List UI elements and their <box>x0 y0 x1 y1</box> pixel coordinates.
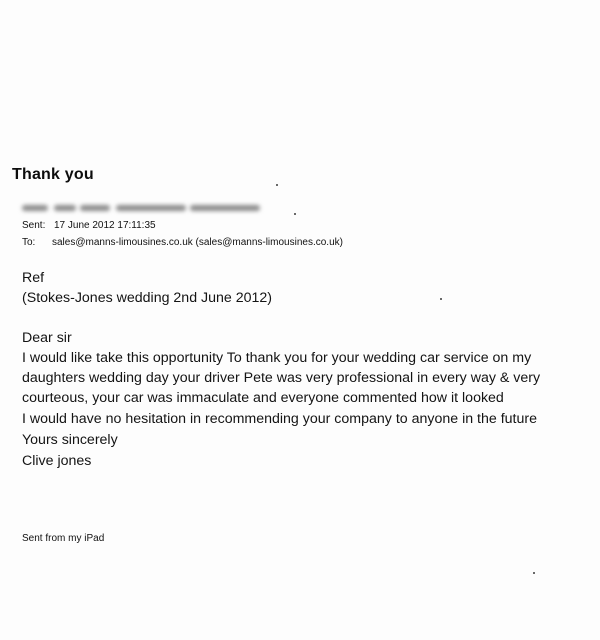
to-label: To: <box>22 237 36 248</box>
body-line-3: courteous, your car was immaculate and everyone commented how it looked <box>22 390 504 406</box>
scan-speck <box>276 184 278 186</box>
email-sent-row <box>22 220 156 231</box>
signature: Clive jones <box>22 453 92 469</box>
scan-speck <box>294 213 296 215</box>
ref-heading: Ref <box>22 270 45 286</box>
sent-label: Sent: <box>22 220 46 231</box>
email-subject: Thank you <box>12 166 94 183</box>
scan-speck <box>533 572 535 574</box>
to-value: sales@manns-limousines.co.uk (sales@manns-limousines.co.uk) <box>52 237 343 248</box>
greeting: Dear sir <box>22 330 72 346</box>
scan-speck <box>440 298 442 300</box>
sent-value: 17 June 2012 17:11:35 <box>54 220 156 231</box>
redacted-from-line <box>22 203 260 213</box>
ref-detail: (Stokes-Jones wedding 2nd June 2012) <box>22 290 273 306</box>
email-footer: Sent from my iPad <box>22 533 105 544</box>
body-line-1: I would like take this opportunity To thank you for your wedding car service on my <box>22 350 532 366</box>
email-to-row <box>22 237 343 248</box>
body-line-2: daughters wedding day your driver Pete was very professional in every way & very <box>22 370 541 386</box>
body-line-4: I would have no hesitation in recommending your company to anyone in the future <box>22 411 538 427</box>
closing: Yours sincerely <box>22 432 118 448</box>
